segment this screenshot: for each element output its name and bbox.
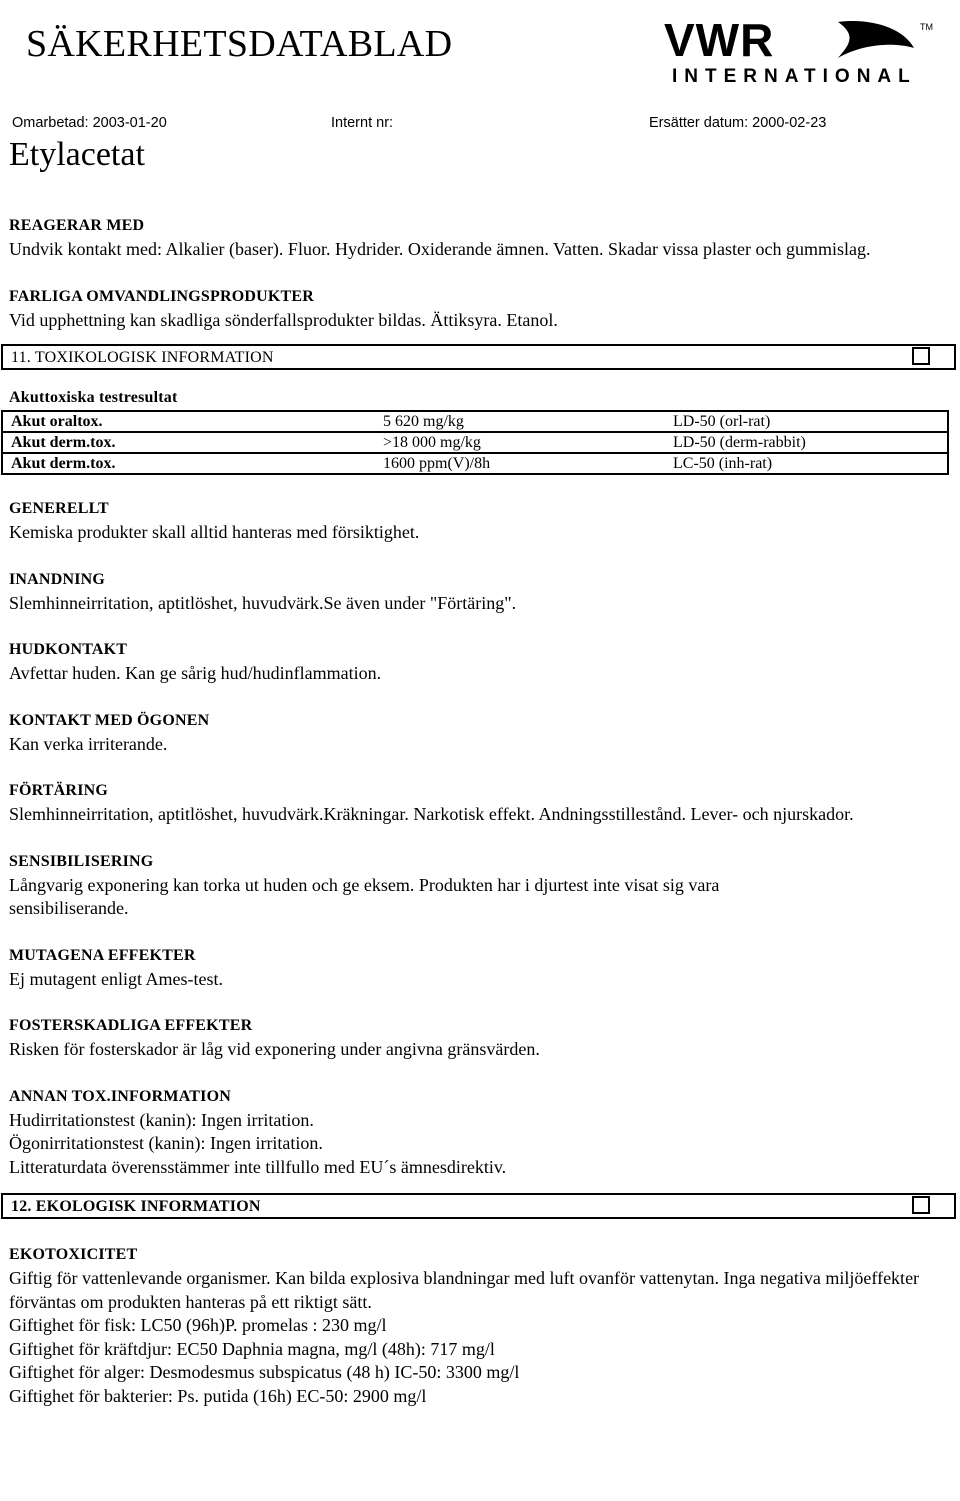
- section-heading: REAGERAR MED: [9, 217, 145, 234]
- general-text: Kemiska produkter skall alltid hanteras med försiktighet.: [9, 522, 420, 542]
- vwr-logo: [662, 14, 938, 88]
- ingestion-heading: FÖRTÄRING: [9, 782, 109, 799]
- leaf-icon: [838, 21, 914, 58]
- mutagenic-heading: MUTAGENA EFFEKTER: [9, 946, 196, 964]
- tox-route: Akut derm.tox.: [2, 432, 383, 453]
- section-12-title: 12. EKOLOGISK INFORMATION: [11, 1198, 261, 1215]
- skin-contact-heading: HUDKONTAKT: [9, 641, 128, 658]
- mutagenic-text: Ej mutagent enligt Ames-test.: [9, 968, 223, 989]
- tox-type: LD-50 (derm-rabbit): [673, 432, 948, 453]
- other-tox-line: Hudirritationstest (kanin): Ingen irritation.: [9, 1109, 314, 1130]
- internal-number: Internt nr:: [331, 115, 394, 131]
- table-row: [2, 453, 948, 474]
- tox-value: 5 620 mg/kg: [383, 411, 673, 432]
- table-row: [2, 432, 948, 453]
- checkbox-icon[interactable]: [912, 347, 930, 365]
- acute-tox-heading: Akuttoxiska testresultat: [9, 389, 178, 406]
- section-heading: FARLIGA OMVANDLINGSPRODUKTER: [9, 287, 315, 305]
- replaces-date: Ersätter datum: 2000-02-23: [649, 115, 827, 131]
- section-12-header: [1, 1193, 956, 1219]
- reproductive-heading: FOSTERSKADLIGA EFFEKTER: [9, 1017, 253, 1034]
- document-body: [9, 214, 956, 1408]
- eye-contact-text: Kan verka irriterande.: [9, 733, 168, 754]
- ecotox-heading: EKOTOXICITET: [9, 1246, 138, 1263]
- section-text: Undvik kontakt med: Alkalier (baser). Fluor. Hydrider. Oxiderande ämnen. Vatten. Skadar vissa plaster och gummislag.: [9, 239, 871, 259]
- ecotox-text: Giftig för vattenlevande organismer. Kan bilda explosiva blandningar med luft ovanför vattenytan. Inga negativa miljöeffekter förväntas om produkten hanteras på ett riktigt sätt.: [9, 1268, 920, 1312]
- other-tox-line: Ögonirritationstest (kanin): Ingen irritation.: [9, 1133, 323, 1153]
- ecotox-line: Giftighet för kräftdjur: EC50 Daphnia magna, mg/l (48h): 717 mg/l: [9, 1338, 495, 1359]
- section-text: Vid upphettning kan skadliga sönderfallsprodukter bildas. Ättiksyra. Etanol.: [9, 309, 558, 330]
- ecotox-line: Giftighet för fisk: LC50 (96h)P. promelas : 230 mg/l: [9, 1315, 387, 1335]
- tox-value: 1600 ppm(V)/8h: [383, 453, 673, 474]
- checkbox-icon[interactable]: [912, 1196, 930, 1214]
- ingestion-text: Slemhinneirritation, aptitlöshet, huvudvärk.Kräkningar. Narkotisk effekt. Andningsstillestånd. Lever- och njurskador.: [9, 804, 854, 824]
- document-title: SÄKERHETSDATABLAD: [26, 23, 453, 65]
- other-tox-line: Litteraturdata överensstämmer inte tillfullo med EU´s ämnesdirektiv.: [9, 1156, 507, 1177]
- tox-value: >18 000 mg/kg: [383, 432, 673, 453]
- other-tox-heading: ANNAN TOX.INFORMATION: [9, 1087, 231, 1105]
- logo-tm: TM: [920, 22, 933, 32]
- section-11-header: [1, 344, 956, 370]
- logo-text-bottom: INTERNATIONAL: [672, 66, 917, 87]
- sensitization-heading: SENSIBILISERING: [9, 852, 154, 870]
- skin-contact-text: Avfettar huden. Kan ge sårig hud/hudinflammation.: [9, 663, 382, 683]
- section-11-title: 11. TOXIKOLOGISK INFORMATION: [11, 349, 274, 366]
- tox-route: Akut derm.tox.: [2, 453, 383, 474]
- inhalation-heading: INANDNING: [9, 570, 106, 588]
- tox-type: LD-50 (orl-rat): [673, 411, 948, 432]
- reproductive-text: Risken för fosterskador är låg vid exponering under angivna gränsvärden.: [9, 1039, 540, 1059]
- ecotox-line: Giftighet för bakterier: Ps. putida (16h) EC-50: 2900 mg/l: [9, 1385, 427, 1406]
- acute-tox-table: [1, 410, 949, 475]
- ecotox-line: Giftighet för alger: Desmodesmus subspicatus (48 h) IC-50: 3300 mg/l: [9, 1362, 520, 1382]
- tox-route: Akut oraltox.: [2, 411, 383, 432]
- logo-text-top: VWR: [664, 14, 775, 66]
- revised-date: Omarbetad: 2003-01-20: [12, 115, 167, 131]
- eye-contact-heading: KONTAKT MED ÖGONEN: [9, 711, 210, 729]
- sensitization-text: Långvarig exponering kan torka ut huden och ge eksem. Produkten har i djurtest inte visat sig vara sensibiliserande.: [9, 874, 720, 918]
- inhalation-text: Slemhinneirritation, aptitlöshet, huvudvärk.Se även under "Förtäring".: [9, 592, 517, 613]
- table-row: [2, 411, 948, 432]
- general-heading: GENERELLT: [9, 500, 109, 517]
- tox-type: LC-50 (inh-rat): [673, 453, 948, 474]
- product-name: Etylacetat: [9, 136, 145, 173]
